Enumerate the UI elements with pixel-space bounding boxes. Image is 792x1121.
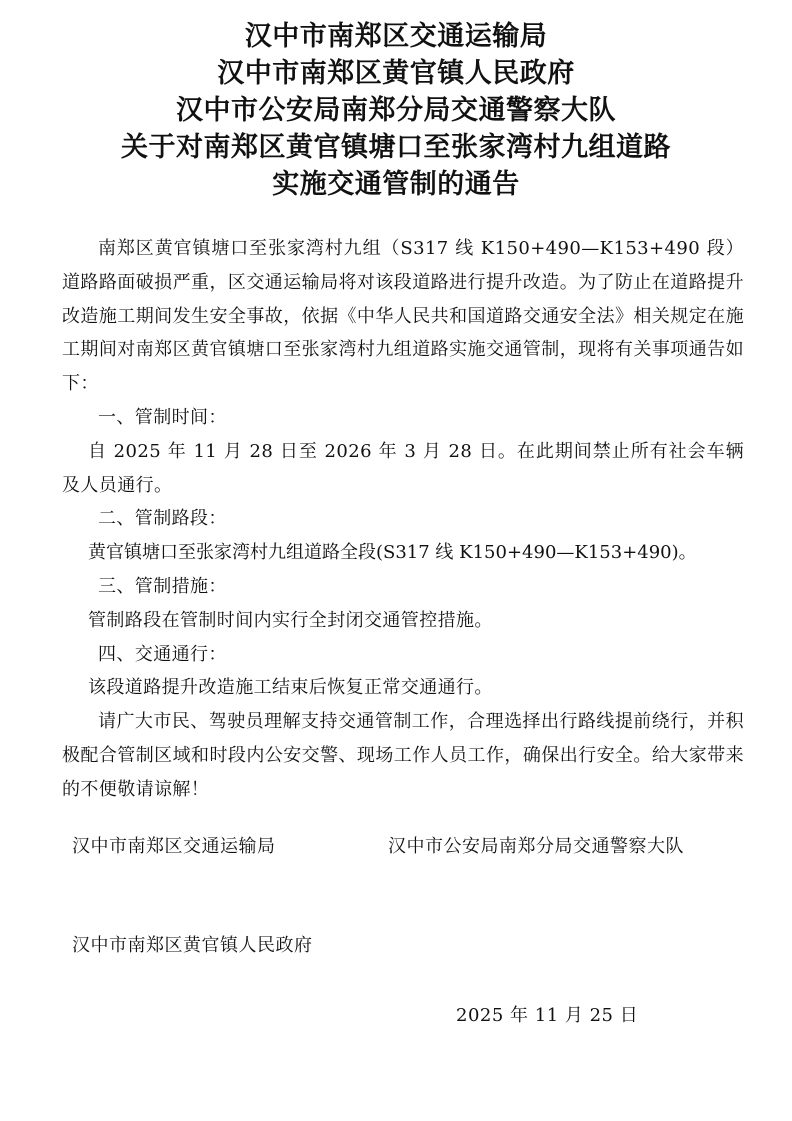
intro-paragraph: 南郑区黄官镇塘口至张家湾村九组（S317 线 K150+490—K153+490 段）道路路面破损严重，区交通运输局将对该段道路进行提升改造。为了防止在道路提升改造施工期间发生安全事故，依据《中华人民共和国道路交通安全法》相关规定在施工期间对南郑区黄官镇塘口至张家湾村九组道路实施交通管制，现将有关事项通告如下： <box>62 238 744 395</box>
section-heading-traffic: 四、交通通行： <box>98 643 227 665</box>
title-line-subject-cont: 实施交通管制的通告 <box>272 169 520 200</box>
notice-body <box>62 232 744 807</box>
section-content-measures: 管制路段在管制时间内实行全封闭交通管控措施。 <box>88 609 493 631</box>
title-line-issuer-2: 汉中市南郑区黄官镇人民政府 <box>217 58 575 89</box>
section-content-time: 自 2025 年 11 月 28 日至 2026 年 3 月 28 日。在此期间禁止所有社会车辆及人员通行。 <box>62 440 744 496</box>
section-content-road: 黄官镇塘口至张家湾村九组道路全段(S317 线 K150+490—K153+490)。 <box>88 542 697 564</box>
signature-traffic-police: 汉中市公安局南郑分局交通警察大队 <box>388 836 684 857</box>
notice-title <box>0 18 792 203</box>
section-heading-road: 二、管制路段： <box>98 508 227 530</box>
notice-date: 2025 年 11 月 25 日 <box>456 1005 639 1026</box>
signature-town-government: 汉中市南郑区黄官镇人民政府 <box>72 935 313 956</box>
closing-paragraph: 请广大市民、驾驶员理解支持交通管制工作，合理选择出行路线提前绕行，并积极配合管制区域和时段内公安交警、现场工作人员工作，确保出行安全。给大家带来的不便敬请谅解！ <box>62 711 744 800</box>
section-heading-time: 一、管制时间： <box>98 406 227 428</box>
signature-transport-bureau: 汉中市南郑区交通运输局 <box>72 836 276 857</box>
section-heading-measures: 三、管制措施： <box>98 575 227 597</box>
section-content-traffic: 该段道路提升改造施工结束后恢复正常交通通行。 <box>88 677 493 699</box>
title-line-subject: 关于对南郑区黄官镇塘口至张家湾村九组道路 <box>121 132 671 163</box>
title-line-issuer-1: 汉中市南郑区交通运输局 <box>244 21 548 52</box>
title-line-issuer-3: 汉中市公安局南郑分局交通警察大队 <box>176 95 616 126</box>
